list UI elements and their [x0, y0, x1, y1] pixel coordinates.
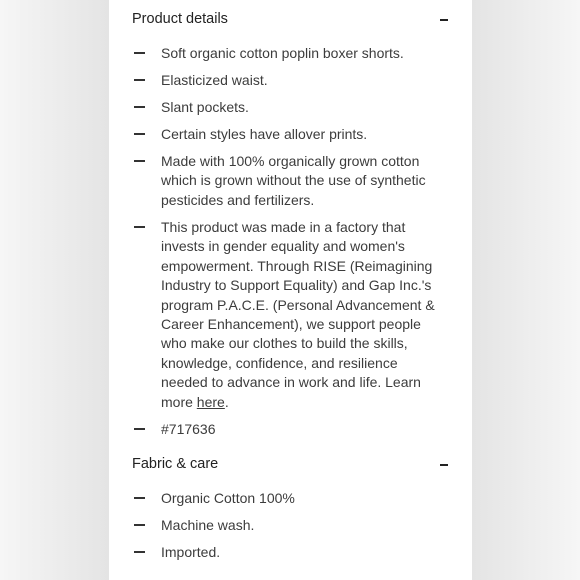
dash-icon	[134, 497, 145, 499]
list-item-text: Imported.	[161, 544, 221, 560]
learn-more-link[interactable]: here	[196, 393, 225, 410]
section-title: Fabric & care	[132, 456, 219, 472]
dash-icon	[134, 133, 145, 135]
link-suffix: .	[224, 393, 229, 410]
list-item-text: Machine wash.	[161, 517, 255, 533]
minus-icon[interactable]	[438, 454, 450, 474]
list-item-text: Soft organic cotton poplin boxer shorts.	[161, 45, 404, 61]
dash-icon	[134, 52, 145, 54]
list-item-text: Organic Cotton 100%	[161, 490, 295, 506]
section-title: Product details	[132, 11, 228, 27]
product-info-panel	[109, 0, 472, 580]
dash-icon	[134, 106, 145, 108]
product-number: #717636	[161, 421, 216, 437]
dash-icon	[134, 226, 145, 228]
right-background	[472, 0, 580, 580]
minus-icon[interactable]	[438, 9, 450, 29]
list-item-text: Certain styles have allover prints.	[161, 126, 368, 142]
list-item-text: Made with 100% organically grown cotton which is grown without the use of synthetic pesticides and fertilizers.	[161, 153, 426, 208]
rise-program-text: This product was made in a factory that invests in gender equality and women's empowerment. Through RISE (Reimagining Industry to Support Equality) and Gap Inc.'s program P.A.C.E. (Personal Advancement & Career Enhancement), we support people who make our clothes to build the skills, knowledge, confidence, and resilience needed to advance in work and life. Learn more	[161, 219, 435, 410]
dash-icon	[134, 428, 145, 430]
dash-icon	[134, 551, 145, 553]
fabric-care-header[interactable]	[132, 454, 450, 476]
left-background	[0, 0, 109, 580]
list-item-text: Elasticized waist.	[161, 72, 268, 88]
list-item-text	[161, 218, 446, 412]
dash-icon	[134, 524, 145, 526]
product-details-header[interactable]	[132, 9, 450, 31]
dash-icon	[134, 79, 145, 81]
list-item-text: Slant pockets.	[161, 99, 249, 115]
dash-icon	[134, 160, 145, 162]
